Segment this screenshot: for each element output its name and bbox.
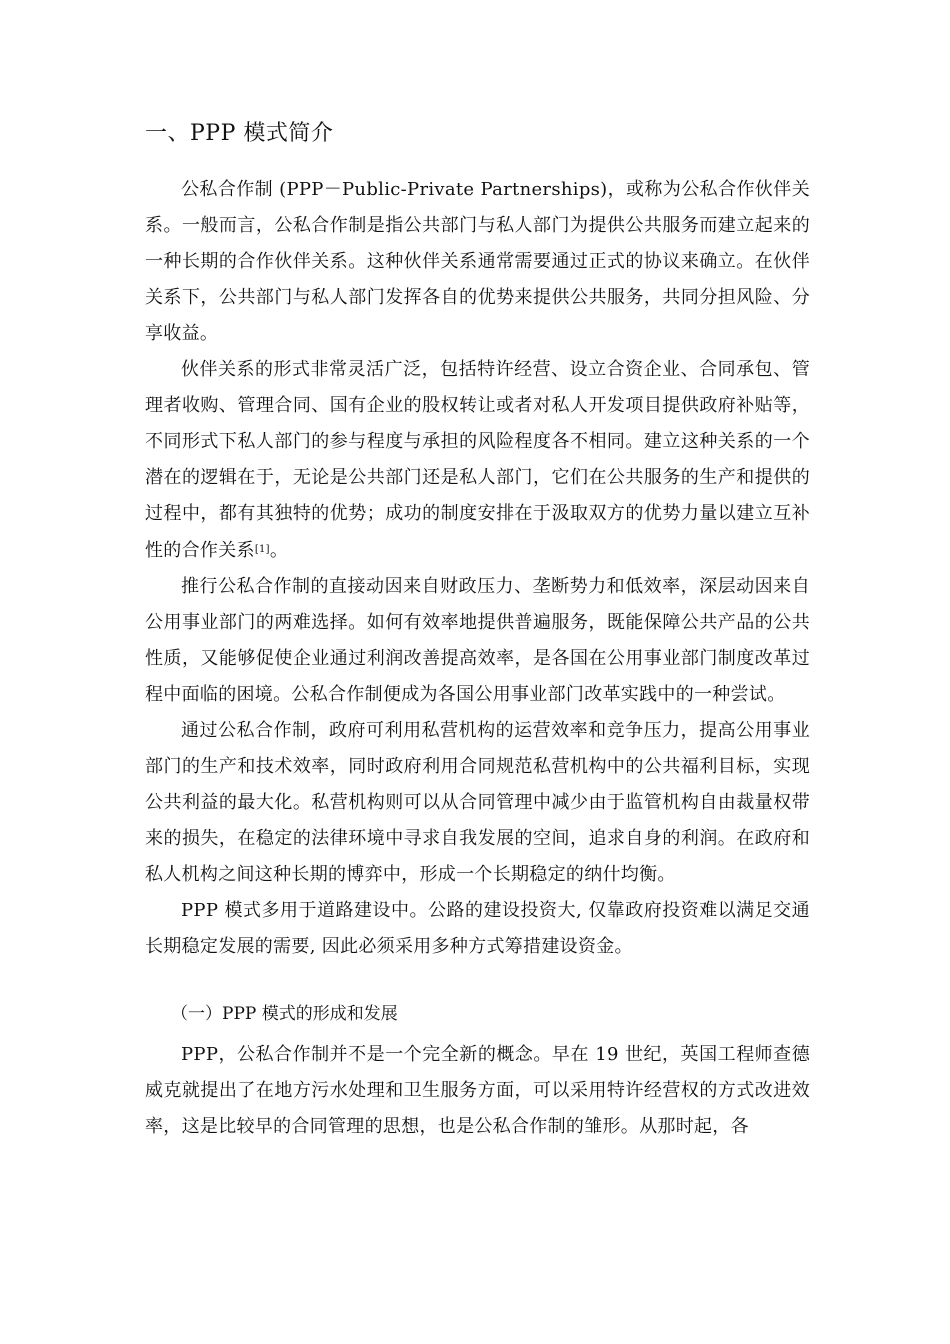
- paragraph-history: PPP，公私合作制并不是一个完全新的概念。早在 19 世纪，英国工程师查德威克就提出了在地方污水处理和卫生服务方面，可以采用特许经营权的方式改进效率，这是比较早的合同管理的思想，也是公私合作制的雏形。从那时起，各: [145, 1044, 810, 1137]
- paragraph-definition: 公私合作制 (PPP－Public-Private Partnerships)，或称为公私合作伙伴关系。一般而言，公私合作制是指公共部门与私人部门为提供公共服务而建立起来的一种长期的合作伙伴关系。这种伙伴关系通常需要通过正式的协议来确立。在伙伴关系下，公共部门与私人部门发挥各自的优势来提供公共服务，共同分担风险、分享收益。: [145, 179, 810, 344]
- citation-marker: [1]: [254, 544, 270, 555]
- paragraph-road-construction: PPP 模式多用于道路建设中。公路的建设投资大, 仅靠政府投资难以满足交通长期稳定发展的需要, 因此必须采用多种方式筹措建设资金。: [145, 900, 810, 957]
- document-page: [145, 118, 810, 1145]
- paragraph-forms: [145, 352, 810, 569]
- paragraph-benefits: 通过公私合作制，政府可利用私营机构的运营效率和竞争压力，提高公用事业部门的生产和技术效率，同时政府利用合同规范私营机构中的公共福利目标，实现公共利益的最大化。私营机构则可以从合同管理中减少由于监管机构自由裁量权带来的损失，在稳定的法律环境中寻求自我发展的空间，追求自身的利润。在政府和私人机构之间这种长期的博弈中，形成一个长期稳定的纳什均衡。: [145, 720, 810, 885]
- paragraph-motivation: 推行公私合作制的直接动因来自财政压力、垄断势力和低效率，深层动因来自公用事业部门的两难选择。如何有效率地提供普遍服务，既能保障公共产品的公共性质，又能够促使企业通过利润改善提高效率，是各国在公用事业部门制度改革过程中面临的困境。公私合作制便成为各国公用事业部门改革实践中的一种尝试。: [145, 576, 810, 705]
- section-heading: 一、PPP 模式简介: [145, 121, 334, 146]
- paragraph-forms-text: 伙伴关系的形式非常灵活广泛，包括特许经营、设立合资企业、合同承包、管理者收购、管理合同、国有企业的股权转让或者对私人开发项目提供政府补贴等，不同形式下私人部门的参与程度与承担的风险程度各不相同。建立这种关系的一个潜在的逻辑在于，无论是公共部门还是私人部门，它们在公共服务的生产和提供的过程中，都有其独特的优势；成功的制度安排在于汲取双方的优势力量以建立互补性的合作关系: [145, 359, 810, 561]
- subsection-heading: （一）PPP 模式的形成和发展: [171, 1004, 398, 1024]
- paragraph-forms-end: 。: [269, 540, 289, 561]
